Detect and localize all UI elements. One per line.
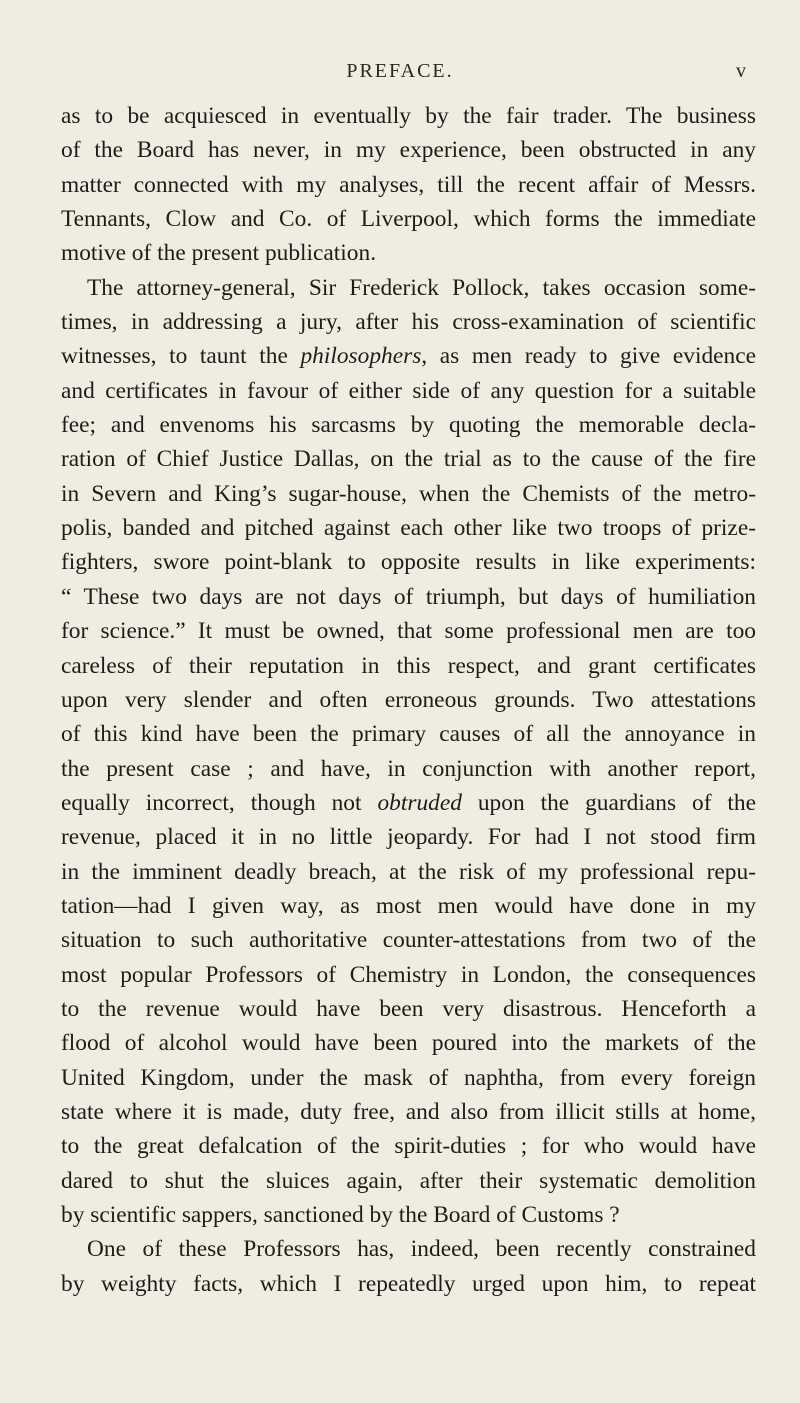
text-line: to the revenue would have been very disastrous. Henceforth a xyxy=(61,995,756,1022)
text-line: by scientific sappers, sanctioned by the Board of Customs ? xyxy=(61,1202,620,1228)
text-line: state where it is made, duty free, and also from illicit stills at home, xyxy=(61,1098,756,1125)
text-line: United Kingdom, under the mask of naphtha, from every foreign xyxy=(61,1064,756,1091)
text-line: revenue, placed it in no little jeopardy. For had I not stood firm xyxy=(61,824,756,851)
text-line: most popular Professors of Chemistry in London, the consequences xyxy=(61,961,756,988)
text-line: as to be acquiesced in eventually by the fair trader. The business xyxy=(61,103,756,129)
text-line: the present case ; and have, in conjunction with another report, xyxy=(61,755,756,782)
text-line: fighters, swore point-blank to opposite results in like experiments: xyxy=(61,549,756,576)
text-line: careless of their reputation in this respect, and grant certificates xyxy=(61,652,756,679)
text-line xyxy=(61,786,756,820)
text-line: for science.” It must be owned, that some professional men are too xyxy=(61,618,756,645)
body-text xyxy=(61,99,756,1301)
text-line: times, in addressing a jury, after his cross-examination of scientific xyxy=(61,309,756,336)
text-line: to the great defalcation of the spirit-duties ; for who would have xyxy=(61,1133,756,1160)
text-line: in the imminent deadly breach, at the risk of my professional repu- xyxy=(61,858,756,885)
text-line: motive of the present publication. xyxy=(61,240,377,267)
text-line: of the Board has never, in my experience, been obstructed in any xyxy=(61,137,756,164)
text-line: tation—had I given way, as most men would have done in my xyxy=(61,892,756,919)
text-line: ration of Chief Justice Dallas, on the trial as to the cause of the fire xyxy=(61,446,756,473)
running-head xyxy=(0,60,800,90)
text-line: matter connected with my analyses, till the recent affair of Messrs. xyxy=(61,171,756,198)
text-line: in Severn and King’s sugar-house, when the Chemists of the metro- xyxy=(61,480,756,507)
italic-text: obtruded xyxy=(377,789,462,816)
text-line: situation to such authoritative counter-attestations from two of the xyxy=(61,927,756,954)
italic-text: philosophers xyxy=(300,343,422,370)
text-line: “ These two days are not days of triumph, but days of humiliation xyxy=(61,583,756,610)
page-number: v xyxy=(736,60,746,82)
text-line: dared to shut the sluices again, after their systematic demolition xyxy=(61,1167,756,1194)
text-line: polis, banded and pitched against each other like two troops of prize- xyxy=(61,515,756,542)
text-segment: equally incorrect, though not xyxy=(61,789,378,816)
text-line: and certificates in favour of either side of any question for a suitable xyxy=(61,377,756,404)
text-segment: , as men ready to give evidence xyxy=(421,343,756,370)
running-head-title: PREFACE. xyxy=(346,60,454,82)
text-line: flood of alcohol would have been poured into the markets of the xyxy=(61,1030,756,1057)
text-line: of this kind have been the primary causes of all the annoyance in xyxy=(61,721,756,748)
text-line: fee; and envenoms his sarcasms by quoting the memorable decla- xyxy=(61,412,756,439)
text-line: The attorney-general, Sir Frederick Pollock, takes occasion some- xyxy=(87,274,756,301)
text-line xyxy=(61,339,756,373)
text-line: Tennants, Clow and Co. of Liverpool, which forms the immediate xyxy=(61,206,756,233)
text-line: by weighty facts, which I repeatedly urged upon him, to repeat xyxy=(61,1270,756,1297)
text-segment: upon the guardians of the xyxy=(461,789,756,816)
text-line: One of these Professors has, indeed, been recently constrained xyxy=(87,1236,756,1263)
text-line: upon very slender and often erroneous grounds. Two attestations xyxy=(61,686,756,713)
text-segment: witnesses, to taunt the xyxy=(61,343,301,370)
